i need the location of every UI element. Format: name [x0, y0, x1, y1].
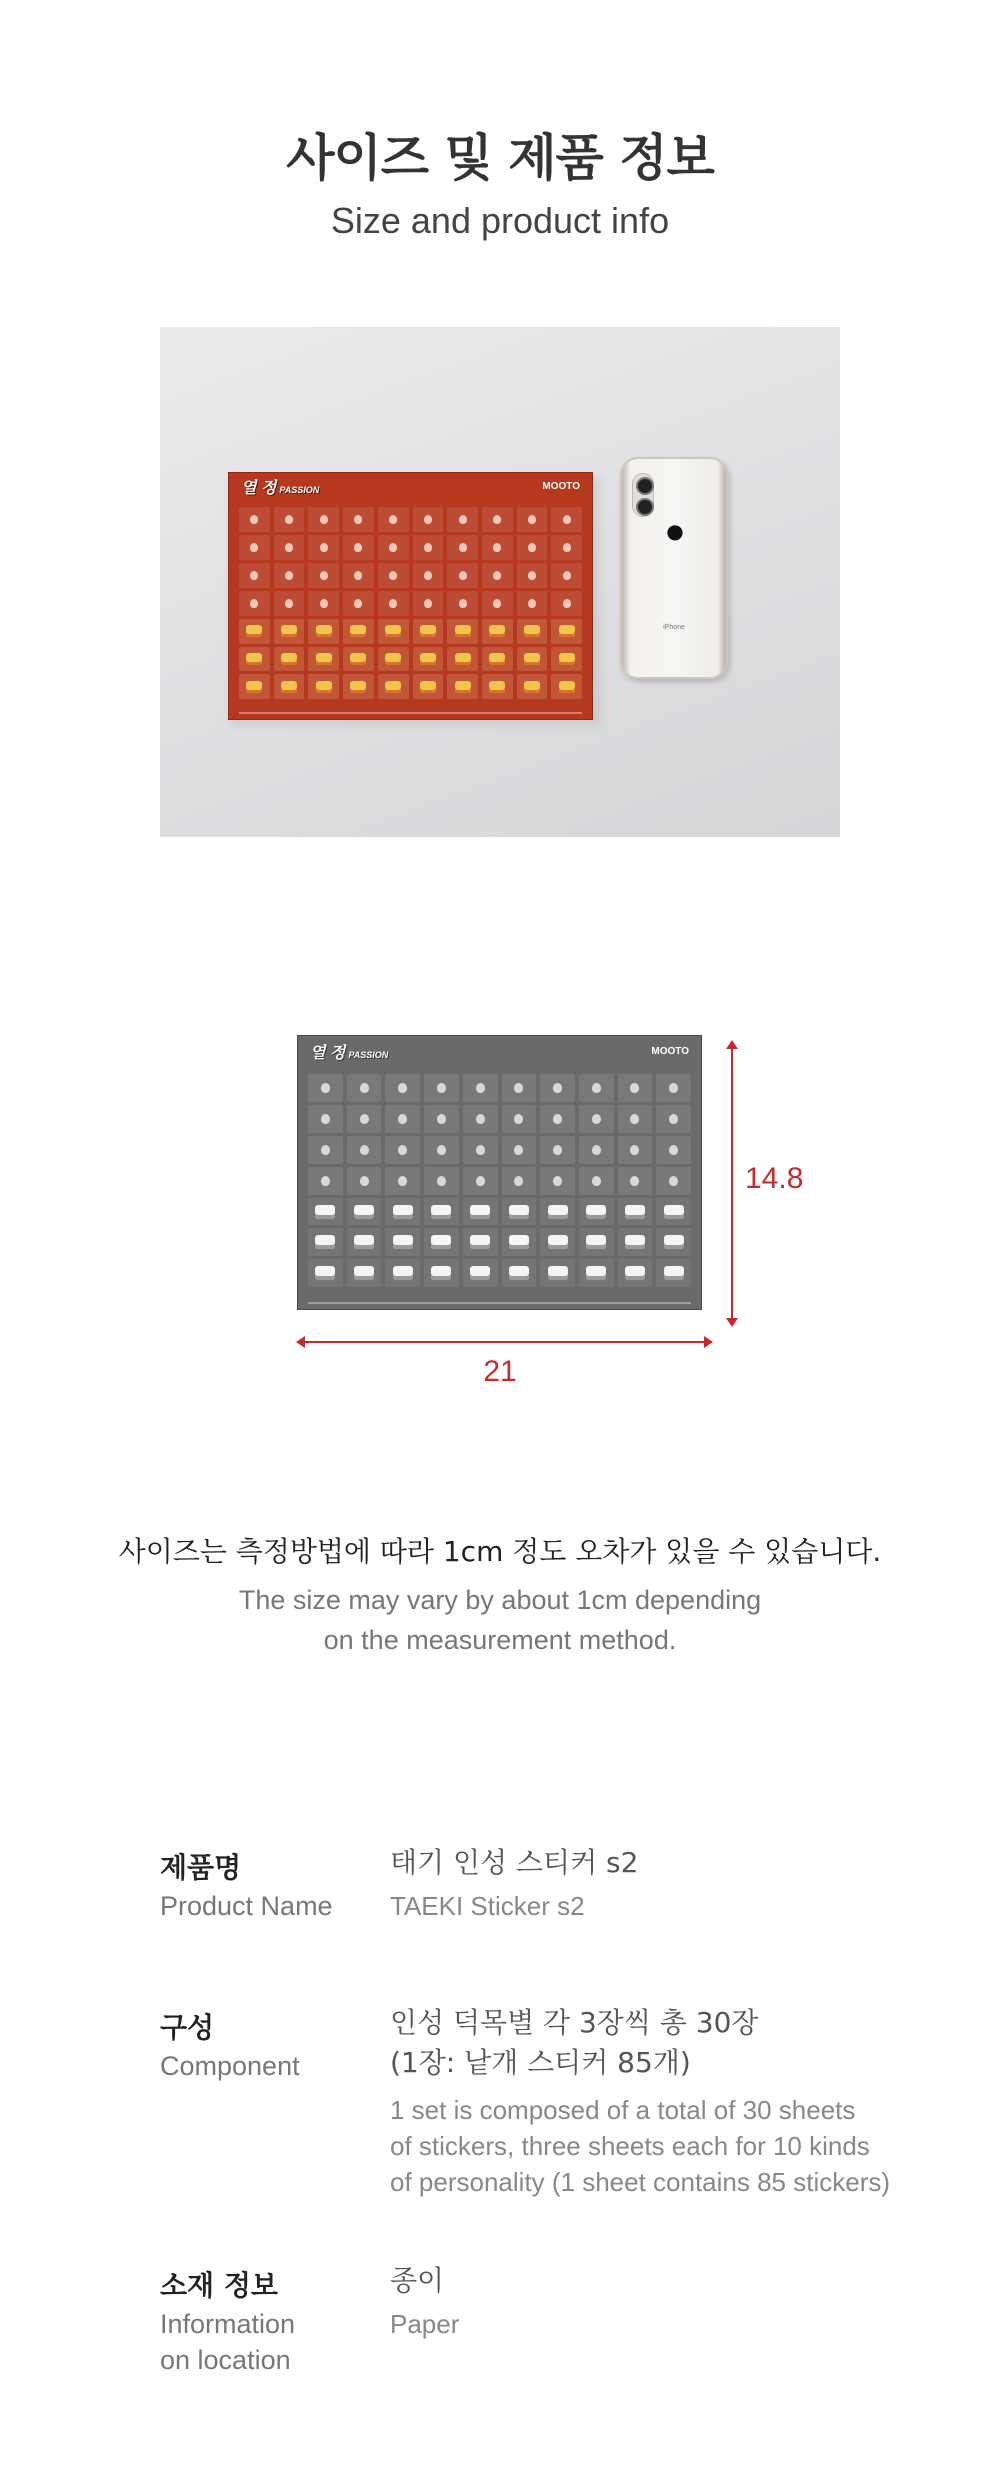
sticker-cell	[447, 619, 478, 644]
sticker-cell	[343, 647, 374, 672]
sticker-cell	[517, 647, 548, 672]
sticker-cell	[413, 591, 444, 616]
sticker-cell	[308, 1074, 343, 1102]
info-value-en: of stickers, three sheets each for 10 kinds	[390, 2131, 870, 2161]
sticker-cell	[347, 1074, 382, 1102]
sticker-cell	[347, 1228, 382, 1256]
sticker-cell	[413, 535, 444, 560]
sticker-cell	[378, 674, 409, 699]
sticker-cell	[308, 1136, 343, 1164]
info-value-en: Paper	[390, 2309, 460, 2339]
info-value-ko: 태기 인성 스티커 s2	[390, 1846, 639, 1879]
sticker-cell	[424, 1228, 459, 1256]
sheet-subtitle: PASSION	[348, 1049, 389, 1060]
sticker-cell	[274, 535, 305, 560]
sticker-cell	[656, 1198, 691, 1226]
sticker-cell	[579, 1167, 614, 1195]
sticker-cell	[618, 1228, 653, 1256]
sticker-cell	[482, 647, 513, 672]
info-row-component	[160, 2006, 920, 2226]
sticker-cell	[413, 674, 444, 699]
sticker-cell	[308, 1198, 343, 1226]
sticker-cell	[463, 1105, 498, 1133]
sticker-cell	[447, 674, 478, 699]
sticker-cell	[463, 1259, 498, 1287]
arrow-up-icon	[726, 1040, 738, 1049]
sticker-cell	[517, 535, 548, 560]
sticker-cell	[540, 1136, 575, 1164]
sticker-cell	[656, 1136, 691, 1164]
sticker-cell	[656, 1228, 691, 1256]
sheet-title	[241, 475, 319, 498]
sticker-cell	[579, 1259, 614, 1287]
info-row-product-name	[160, 1846, 920, 1946]
sticker-cell	[424, 1198, 459, 1226]
size-notice-en-line: on the measurement method.	[323, 1625, 677, 1655]
sticker-cell	[378, 619, 409, 644]
sticker-cell	[239, 647, 270, 672]
sticker-cell	[239, 507, 270, 532]
sticker-cell	[463, 1228, 498, 1256]
page-title-ko: 사이즈 및 제품 정보	[286, 129, 714, 187]
sticker-cell	[385, 1167, 420, 1195]
sticker-cell	[343, 591, 374, 616]
sticker-cell	[347, 1136, 382, 1164]
sticker-cell	[579, 1074, 614, 1102]
sticker-cell	[618, 1105, 653, 1133]
sticker-cell	[413, 563, 444, 588]
sticker-cell	[239, 591, 270, 616]
sticker-cell	[378, 563, 409, 588]
sticker-grid	[239, 507, 582, 699]
sticker-cell	[447, 591, 478, 616]
sticker-cell	[579, 1105, 614, 1133]
size-notice-ko: 사이즈는 측정방법에 따라 1cm 정도 오차가 있을 수 있습니다.	[118, 1535, 882, 1568]
sticker-cell	[424, 1259, 459, 1287]
sticker-cell	[274, 619, 305, 644]
sticker-cell	[447, 563, 478, 588]
sticker-cell	[274, 507, 305, 532]
sheet-title-text: 열 정	[310, 1044, 346, 1062]
sticker-cell	[517, 591, 548, 616]
sticker-cell	[618, 1167, 653, 1195]
sticker-cell	[482, 619, 513, 644]
sticker-cell	[308, 535, 339, 560]
info-label-ko: 제품명	[160, 1851, 242, 1884]
sticker-grid	[308, 1074, 691, 1287]
sticker-cell	[385, 1105, 420, 1133]
sticker-cell	[378, 507, 409, 532]
sticker-cell	[447, 535, 478, 560]
sticker-cell	[463, 1074, 498, 1102]
sticker-cell	[308, 563, 339, 588]
sticker-cell	[540, 1259, 575, 1287]
sticker-cell	[385, 1259, 420, 1287]
sticker-cell	[347, 1167, 382, 1195]
sticker-cell	[540, 1074, 575, 1102]
info-label-ko: 구성	[160, 2011, 215, 2044]
sticker-cell	[551, 591, 582, 616]
width-label: 21	[483, 1355, 517, 1388]
sticker-cell	[502, 1228, 537, 1256]
sticker-cell	[239, 535, 270, 560]
sticker-cell	[308, 674, 339, 699]
sticker-cell	[482, 674, 513, 699]
sticker-sheet-diagram	[297, 1035, 702, 1310]
sticker-cell	[413, 507, 444, 532]
sticker-cell	[378, 647, 409, 672]
sticker-cell	[618, 1074, 653, 1102]
info-label-en: Component	[160, 2051, 300, 2081]
sticker-cell	[308, 619, 339, 644]
sticker-cell	[239, 619, 270, 644]
sticker-cell	[447, 507, 478, 532]
page-title-en: Size and product info	[330, 200, 670, 241]
sticker-cell	[482, 507, 513, 532]
arrow-left-icon	[296, 1336, 305, 1348]
sheet-header	[229, 473, 592, 500]
info-value-en: TAEKI Sticker s2	[390, 1891, 585, 1921]
info-label-ko: 소재 정보	[160, 2269, 278, 2302]
height-dimension-line	[731, 1044, 733, 1321]
sticker-cell	[274, 591, 305, 616]
sticker-cell	[517, 507, 548, 532]
sticker-cell	[656, 1074, 691, 1102]
sticker-cell	[385, 1136, 420, 1164]
sticker-cell	[502, 1074, 537, 1102]
info-label-en: Information	[160, 2309, 296, 2339]
info-value-en: 1 set is composed of a total of 30 sheets	[390, 2095, 856, 2125]
sticker-cell	[347, 1198, 382, 1226]
sticker-cell	[656, 1167, 691, 1195]
sheet-brand: MOOTO	[651, 1045, 689, 1057]
info-value-ko: 인성 덕목별 각 3장씩 총 30장	[390, 2006, 759, 2039]
sticker-cell	[551, 647, 582, 672]
sticker-cell	[579, 1198, 614, 1226]
sheet-brand: MOOTO	[542, 481, 580, 493]
sticker-cell	[308, 1105, 343, 1133]
sticker-cell	[551, 619, 582, 644]
sticker-sheet-red	[228, 472, 593, 720]
sticker-cell	[413, 647, 444, 672]
sticker-cell	[378, 591, 409, 616]
sticker-cell	[540, 1228, 575, 1256]
sticker-cell	[308, 1167, 343, 1195]
sticker-cell	[540, 1167, 575, 1195]
apple-icon: ●	[666, 519, 684, 543]
sticker-cell	[308, 1228, 343, 1256]
sheet-header	[298, 1036, 701, 1066]
sticker-cell	[385, 1074, 420, 1102]
info-label-en: on location	[160, 2345, 291, 2375]
sticker-cell	[308, 1259, 343, 1287]
sticker-cell	[482, 591, 513, 616]
sticker-cell	[618, 1198, 653, 1226]
sticker-cell	[424, 1136, 459, 1164]
sticker-cell	[502, 1259, 537, 1287]
sticker-cell	[502, 1136, 537, 1164]
sticker-cell	[385, 1228, 420, 1256]
sticker-cell	[502, 1105, 537, 1133]
sticker-cell	[308, 647, 339, 672]
sticker-cell	[482, 535, 513, 560]
sticker-cell	[343, 535, 374, 560]
sheet-title-text: 열 정	[241, 480, 277, 498]
sticker-cell	[308, 507, 339, 532]
sticker-cell	[239, 563, 270, 588]
sticker-cell	[347, 1105, 382, 1133]
sticker-cell	[308, 591, 339, 616]
arrow-down-icon	[726, 1318, 738, 1327]
sticker-cell	[343, 563, 374, 588]
sticker-cell	[656, 1105, 691, 1133]
sticker-cell	[551, 674, 582, 699]
sticker-cell	[551, 563, 582, 588]
info-row-material	[160, 2264, 920, 2384]
sticker-cell	[424, 1167, 459, 1195]
sticker-cell	[618, 1259, 653, 1287]
sticker-cell	[618, 1136, 653, 1164]
phone-label: iPhone	[663, 624, 685, 631]
height-label: 14.8	[745, 1162, 804, 1195]
arrow-right-icon	[704, 1336, 713, 1348]
sheet-footer	[239, 712, 582, 714]
sticker-cell	[463, 1136, 498, 1164]
sticker-cell	[343, 619, 374, 644]
sticker-cell	[579, 1136, 614, 1164]
camera-icon	[632, 473, 654, 517]
sheet-subtitle: PASSION	[279, 485, 320, 496]
sticker-cell	[347, 1259, 382, 1287]
sticker-cell	[540, 1198, 575, 1226]
sticker-cell	[413, 619, 444, 644]
sticker-cell	[517, 563, 548, 588]
sticker-cell	[551, 507, 582, 532]
phone	[620, 457, 728, 679]
sticker-cell	[463, 1167, 498, 1195]
sticker-cell	[517, 674, 548, 699]
sticker-cell	[343, 507, 374, 532]
sticker-cell	[502, 1167, 537, 1195]
sticker-cell	[656, 1259, 691, 1287]
info-value-ko: 종이	[390, 2264, 445, 2297]
sheet-footer	[308, 1302, 691, 1304]
info-value-en: of personality (1 sheet contains 85 stickers)	[390, 2167, 891, 2197]
sticker-cell	[239, 674, 270, 699]
sticker-cell	[502, 1198, 537, 1226]
info-value-ko: (1장: 낱개 스티커 85개)	[390, 2046, 691, 2079]
sticker-cell	[274, 674, 305, 699]
sticker-cell	[385, 1198, 420, 1226]
sticker-cell	[424, 1105, 459, 1133]
sticker-cell	[343, 674, 374, 699]
product-photo	[160, 327, 840, 837]
sticker-cell	[551, 535, 582, 560]
width-dimension-line	[300, 1341, 708, 1343]
sticker-cell	[540, 1105, 575, 1133]
sticker-cell	[274, 563, 305, 588]
sticker-cell	[447, 647, 478, 672]
sticker-cell	[579, 1228, 614, 1256]
size-notice-en-line: The size may vary by about 1cm depending	[238, 1585, 762, 1615]
sticker-cell	[517, 619, 548, 644]
size-notice-en	[0, 1580, 1000, 1660]
sheet-title	[310, 1040, 388, 1063]
sticker-cell	[378, 535, 409, 560]
info-label-en: Product Name	[160, 1891, 333, 1921]
sticker-cell	[274, 647, 305, 672]
sticker-cell	[463, 1198, 498, 1226]
sticker-cell	[424, 1074, 459, 1102]
sticker-cell	[482, 563, 513, 588]
